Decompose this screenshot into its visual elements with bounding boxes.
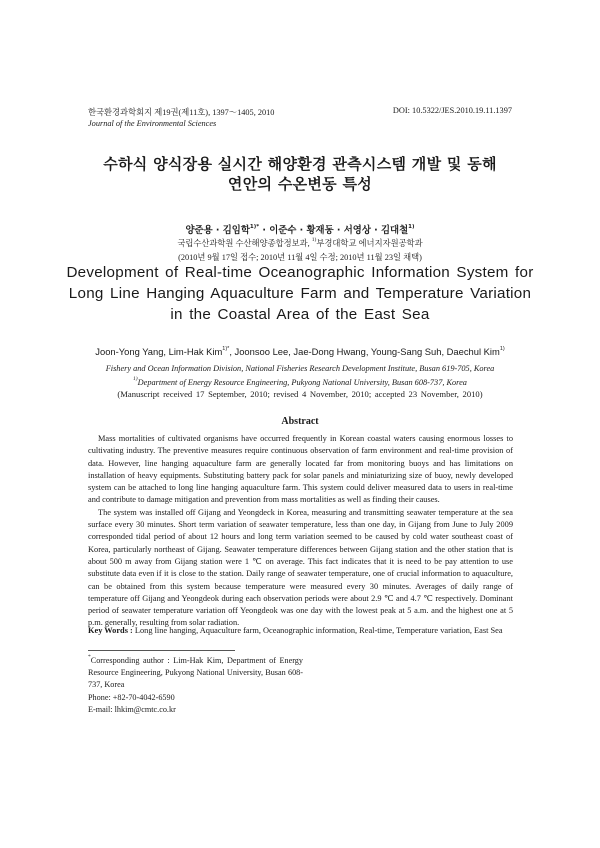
footnote-text: Corresponding author : Lim-Hak Kim, Department of Energy Resource Engineering, Pukyong National University, Busan 608-737, Korea xyxy=(88,656,303,690)
abstract-paragraph: The system was installed off Gijang and Yeongdeck in Korea, measuring and transmitting seawater temperature at the sea surface every 30 minutes. Short term variation of seawater temperature, less than one day, in Gijang from June to July 2009 corresponded tidal period of about 12 hours and long term variation seemed to be caused by cold water southeast coast of Korea, particularly northeast of Gijang. Seawater temperature differences between Gijang station and the other station that is about 500 m away from Gijang station were 1 ℃ on average. This fact indicates that it is need to be pay attention to use substitute data even if it is close to the station. Daily range of seawater temperature, one of crucial information to aquaculture, can be obtained from this system because temperature were measured every 30 minutes. Averages of daily range of temperature off Gijang and Yeongdeok during each observation periods were about 2.9 ℃ and 4.7 ℃ respectively. Dominant period of seawater temperature variation off Yeongdeok was one day with the lowest peak at 5 a.m. and the highest one at 5 p.m. generally, resulting from solar radiation. xyxy=(88,507,513,628)
author-text: 양준용 · 김임학 xyxy=(185,225,250,236)
korean-title-line: 수하식 양식장용 실시간 해양환경 관측시스템 개발 및 동해 xyxy=(103,155,497,173)
abstract-heading: Abstract xyxy=(281,416,319,427)
doi: DOI: 10.5322/JES.2010.19.11.1397 xyxy=(392,106,512,115)
affiliation-text: Department of Energy Resource Engineering, Pukyong National University, Busan 608-737, Korea xyxy=(137,378,467,387)
keywords-value: Long line hanging, Aquaculture farm, Oceanographic information, Real-time, Temperature variation, East Sea xyxy=(132,626,503,635)
author-text: Joon-Yong Yang, Lim-Hak Kim xyxy=(95,346,223,357)
manuscript-dates: (Manuscript received 17 September, 2010; revised 4 November, 2010; accepted 23 November, 2010) xyxy=(117,389,483,399)
korean-title-line: 연안의 수온변동 특성 xyxy=(227,175,373,193)
korean-authors xyxy=(60,222,540,236)
affiliation-marker: 1)* xyxy=(222,346,230,352)
affiliation-marker: 1)* xyxy=(249,224,260,230)
footnote-marker: * xyxy=(88,654,91,660)
english-title xyxy=(60,262,540,325)
english-title-line: Long Line Hanging Aquaculture Farm and Temperature Variation xyxy=(68,285,532,302)
english-affiliation-2 xyxy=(40,376,560,390)
footnote-divider xyxy=(88,650,235,651)
english-title-line: Development of Real-time Oceanographic Information System for xyxy=(66,264,534,281)
keywords-label: Key Words : xyxy=(88,626,133,635)
journal-name: Journal of the Environmental Sciences xyxy=(88,119,217,128)
korean-affiliation xyxy=(60,237,540,251)
affiliation-marker: 1) xyxy=(133,376,138,382)
abstract-body xyxy=(88,433,513,630)
author-text: · 이준수 · 황재동 · 서영상 · 김대철 xyxy=(259,225,409,236)
keywords xyxy=(88,626,518,635)
corresponding-author xyxy=(88,655,303,692)
affiliation-marker: 1) xyxy=(408,224,415,230)
korean-title xyxy=(60,154,540,194)
korean-dates: (2010년 9월 17일 접수; 2010년 11월 4일 수정; 2010년 11월 23일 채택) xyxy=(178,253,422,262)
affiliation-text: 부경대학교 에너지자원공학과 xyxy=(316,239,423,248)
english-affiliation-1: Fishery and Ocean Information Division, National Fisheries Research Development Institute, Busan 619-705, Korea xyxy=(105,364,495,373)
phone: Phone: +82-70-4042-6590 xyxy=(88,692,175,702)
abstract-paragraph: Mass mortalities of cultivated organisms have occurred frequently in Korean coastal waters causing enormous losses to cultivating industry. The preventive measures require continuous observation of farm environment and real-time provision of data. However, line hanging aquaculture farm are generally located far from monitoring buoys and has limitations on installation of heavy equipments. Substituting battery pack for solar panels and miniaturizing size of buoy, newly developed system can be attached to long line hanging aquaculture farm. This system could deliver measured data to users in real-time and contribute to damage mitigation and prevention from mass mortalities as well as finding their causes. xyxy=(88,434,513,505)
affiliation-marker: 1) xyxy=(499,346,505,352)
email: E-mail: lhkim@cmtc.co.kr xyxy=(88,704,176,714)
author-text: , Joonsoo Lee, Jae-Dong Hwang, Young-Sang Suh, Daechul Kim xyxy=(229,346,500,357)
affiliation-text: 국립수산과학원 수산해양종합정보과, xyxy=(177,239,312,248)
footnote xyxy=(88,655,303,716)
english-title-line: in the Coastal Area of the East Sea xyxy=(170,306,430,323)
affiliation-marker: 1) xyxy=(311,237,317,243)
english-authors xyxy=(60,346,540,357)
journal-citation: 한국환경과학회지 제19권(제11호), 1397～1405, 2010 xyxy=(88,108,275,117)
